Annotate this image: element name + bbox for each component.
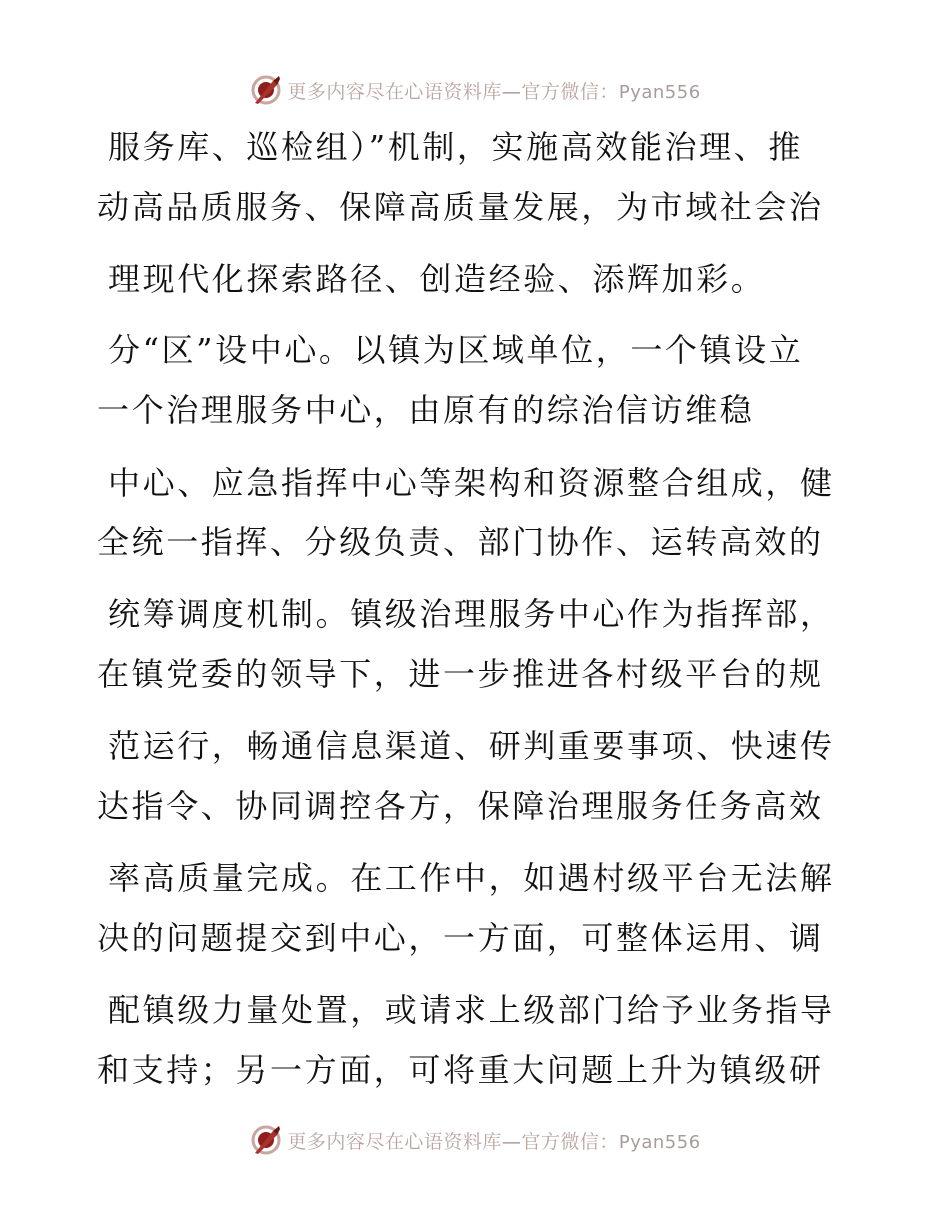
paragraph-line: 配镇级力量处置，或请求上级部门给予业务指导 [108, 991, 835, 1029]
paragraph-line: 决的问题提交到中心，一方面，可整体运用、调 [97, 919, 824, 957]
paragraph-line: 范运行，畅通信息渠道、研判重要事项、快速传 [108, 727, 835, 765]
paragraph-line: 一个治理服务中心，由原有的综治信访维稳 [97, 391, 755, 429]
paragraph-line: 中心、应急指挥中心等架构和资源整合组成，健 [108, 464, 835, 502]
watermark-contact-id: Pyan556 [618, 81, 701, 103]
paragraph-line: 在镇党委的领导下，进一步推进各村级平台的规 [97, 655, 824, 693]
watermark-text [287, 1127, 700, 1154]
paragraph-line: 分“区”设中心。以镇为区域单位，一个镇设立 [108, 331, 804, 369]
paragraph-line: 达指令、协同调控各方，保障治理服务任务高效 [97, 787, 824, 825]
paragraph-line: 全统一指挥、分级负责、部门协作、运转高效的 [97, 523, 824, 561]
watermark-brand: 更多内容尽在心语资料库 [287, 1130, 502, 1153]
paragraph-line: 服务库、巡检组）”机制，实施高效能治理、推 [108, 128, 803, 166]
watermark-separator: — [501, 80, 522, 103]
paragraph-line: 动高品质服务、保障高质量发展，为市域社会治 [97, 188, 824, 226]
quill-pen-logo-icon [249, 1123, 283, 1157]
footer-watermark [0, 1120, 950, 1160]
paragraph-line: 和支持；另一方面，可将重大问题上升为镇级研 [97, 1051, 824, 1089]
watermark-brand: 更多内容尽在心语资料库 [287, 80, 502, 103]
watermark-separator: — [501, 1130, 522, 1153]
paragraph-line: 统筹调度机制。镇级治理服务中心作为指挥部， [108, 595, 835, 633]
watermark-contact-label: 官方微信： [521, 80, 619, 103]
watermark-contact-id: Pyan556 [618, 1131, 701, 1153]
watermark-contact-label: 官方微信： [521, 1130, 619, 1153]
paragraph-line: 理现代化探索路径、创造经验、添辉加彩。 [108, 260, 766, 298]
paragraph-line: 率高质量完成。在工作中，如遇村级平台无法解 [108, 859, 835, 897]
